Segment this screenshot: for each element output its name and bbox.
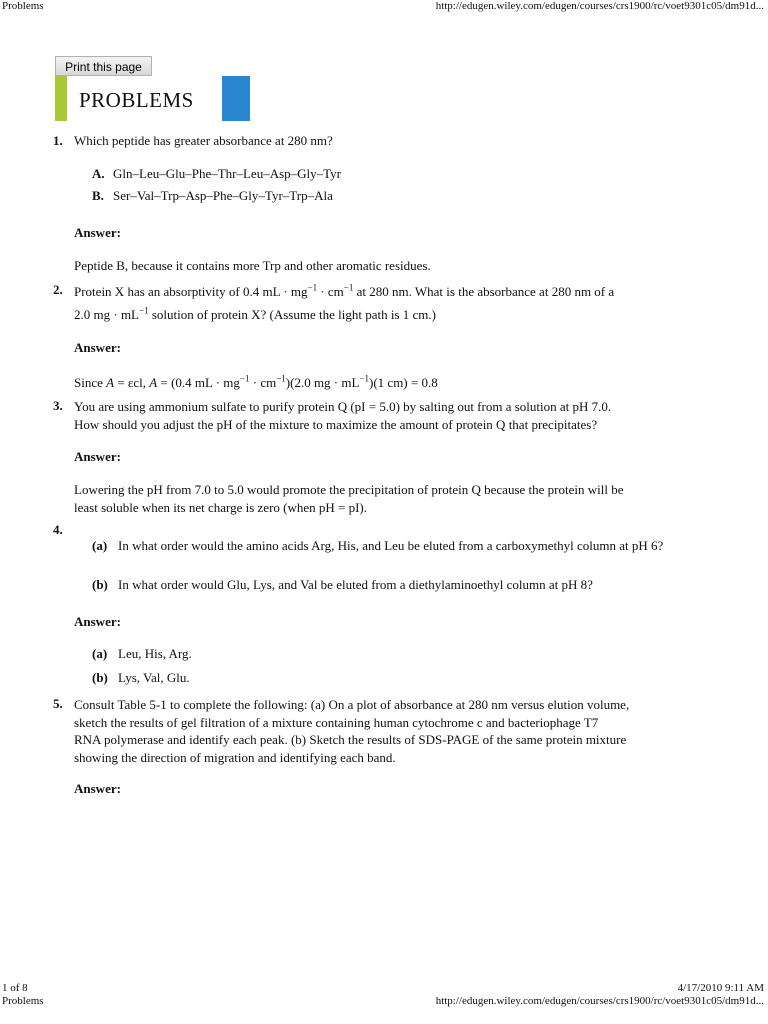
answer-part-b: (b) Lys, Val, Glu. — [92, 670, 190, 685]
question-text: Protein X has an absorptivity of 0.4 mL · $mg^{-1} \cdot cm^{-1}$ at 280 nm. What is the absorbance at 280 nm of a — [74, 282, 615, 299]
answer-heading: Answer: — [74, 614, 121, 629]
answer-text: Lowering the pH from 7.0 to 5.0 would promote the precipitation of protein Q because the protein will be — [74, 482, 624, 497]
page-title: PROBLEMS — [79, 88, 194, 112]
option-a — [92, 166, 341, 182]
footer-url: http://edugen.wiley.com/edugen/courses/crs1900/rc/voet9301c05/dm91d... — [435, 995, 764, 1007]
question-text-line1: Consult Table 5-1 to complete the following: (a) On a plot of absorbance at 280 nm versus elution volume, — [74, 697, 630, 712]
question-text-line3: RNA polymerase and identify each peak. (b) Sketch the results of SDS-PAGE of the same protein mixture — [74, 732, 627, 747]
answer-part-a: (a) Leu, His, Arg. — [92, 646, 192, 661]
question-text-line2: How should you adjust the pH of the mixture to maximize the amount of protein Q that precipitates? — [74, 417, 598, 432]
question-number: 2. — [53, 282, 63, 297]
question-text-line4: showing the direction of migration and identifying each band. — [74, 750, 396, 765]
answer-heading: Answer: — [74, 340, 121, 355]
answer-heading: Answer: — [74, 449, 121, 464]
title-accent-block — [222, 76, 250, 121]
footer-title: Problems — [2, 995, 44, 1007]
answer-text: Since A = εcl, A = (0.4 mL · $mg^{-1} \cdot cm^{-1})(2.0$ mg · $mL^{-1})(1$ cm) = 0.8 — [74, 373, 438, 390]
question-text: Which peptide has greater absorbance at 280 nm? — [74, 133, 333, 148]
question-number: 5. — [53, 696, 63, 711]
header-url: http://edugen.wiley.com/edugen/courses/crs1900/rc/voet9301c05/dm91d... — [435, 0, 764, 12]
print-page-button[interactable]: Print this page — [55, 56, 152, 76]
question-part-a: (a) In what order would the amino acids Arg, His, and Leu be eluted from a carboxymethyl column at pH 6? — [92, 538, 664, 553]
page-count: 1 of 8 — [2, 982, 28, 994]
option-label: A. — [92, 166, 105, 181]
question-text-line2: sketch the results of gel filtration of a mixture containing human cytochrome c and bacteriophage T7 — [74, 715, 599, 730]
question-number: 4. — [53, 522, 63, 537]
print-datetime: 4/17/2010 9:11 AM — [677, 982, 764, 994]
option-label: B. — [92, 188, 104, 203]
answer-text-line2: least soluble when its net charge is zero (when pH = pI). — [74, 500, 368, 515]
answer-heading: Answer: — [74, 781, 121, 796]
option-text: Ser–Val–Trp–Asp–Phe–Gly–Tyr–Trp–Ala — [113, 188, 333, 203]
header-title: Problems — [2, 0, 44, 12]
question-number: 1. — [53, 133, 63, 148]
question-text: You are using ammonium sulfate to purify protein Q (pI = 5.0) by salting out from a solution at pH 7.0. — [74, 399, 612, 414]
answer-heading: Answer: — [74, 225, 121, 240]
title-accent-bar — [55, 76, 67, 121]
question-number: 3. — [53, 398, 63, 413]
option-text: Gln–Leu–Glu–Phe–Thr–Leu–Asp–Gly–Tyr — [113, 166, 342, 181]
question-part-b: (b) In what order would Glu, Lys, and Val be eluted from a diethylaminoethyl column at pH 8? — [92, 577, 593, 592]
answer-text: Peptide B, because it contains more Trp and other aromatic residues. — [74, 258, 431, 273]
question-text-line2: 2.0 mg · $mL^{-1}$ solution of protein X? (Assume the light path is 1 cm.) — [74, 305, 436, 322]
option-b — [92, 188, 333, 204]
